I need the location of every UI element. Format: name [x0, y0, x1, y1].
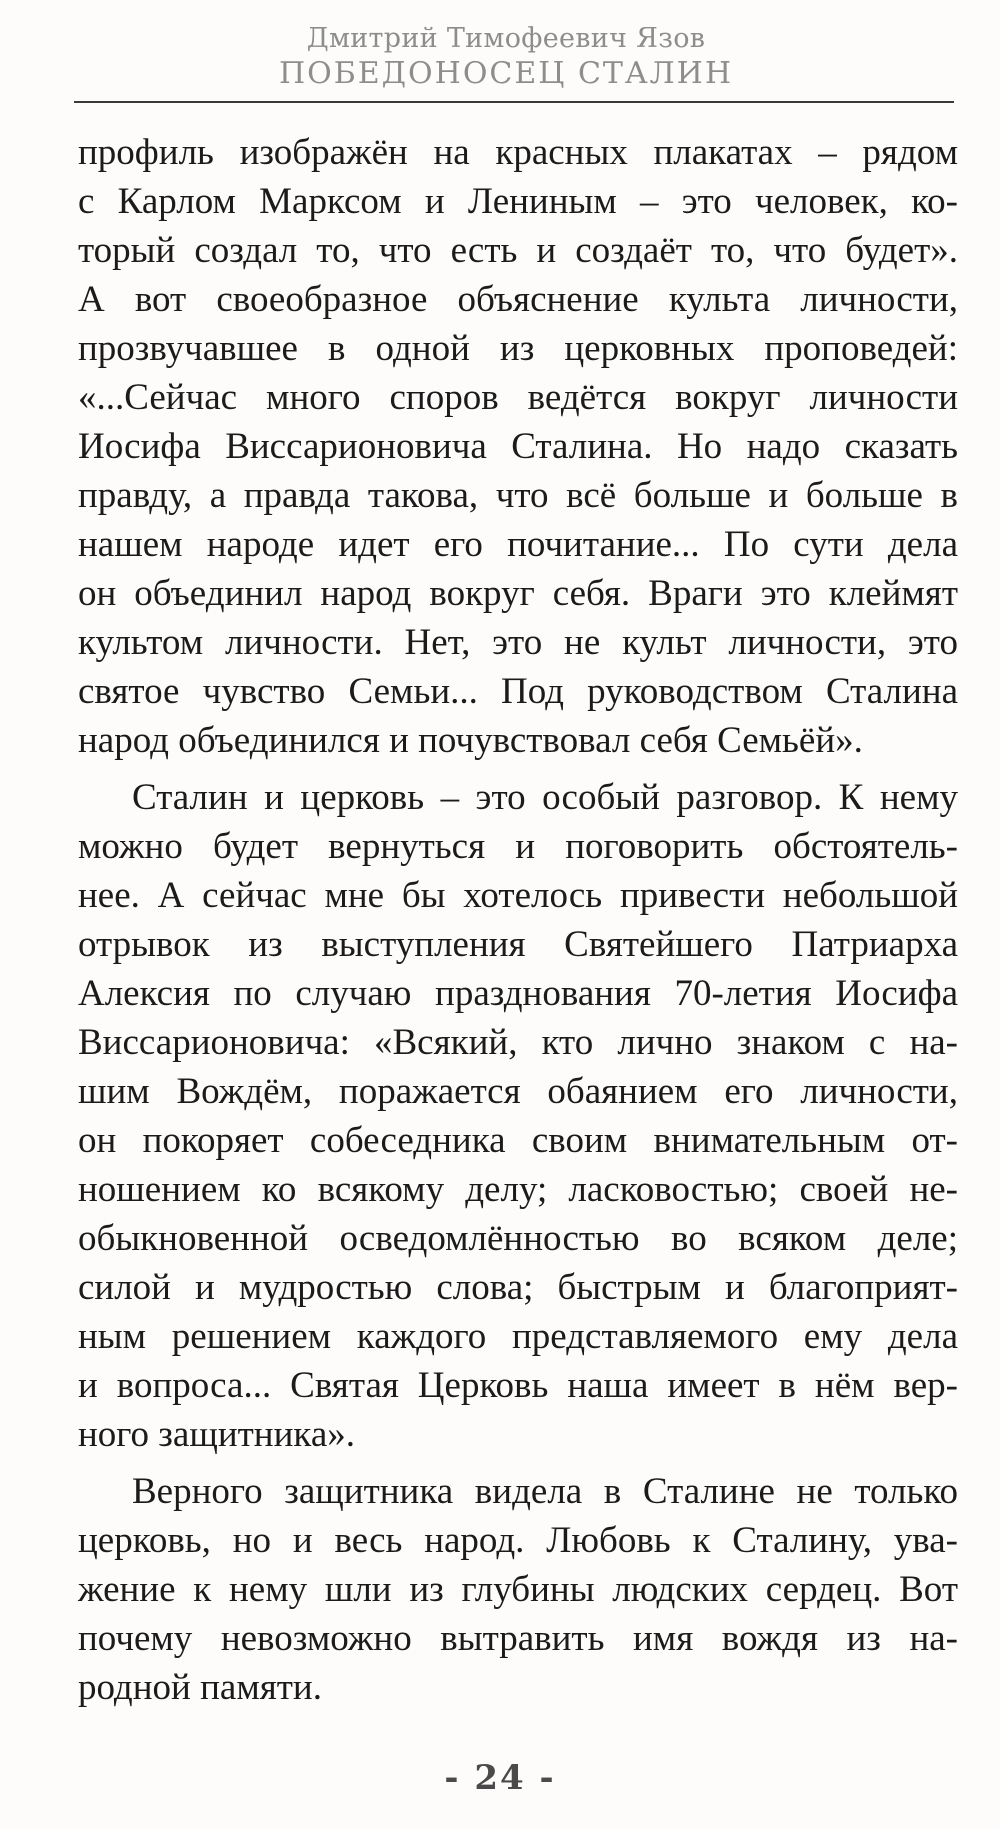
text-line: прозвучавшее в одной из церковных проповедей:	[78, 328, 958, 369]
text-line: и вопроса... Святая Церковь наша имеет в нём вер-	[78, 1365, 958, 1406]
text-line: церковь, но и весь народ. Любовь к Сталину, ува-	[78, 1520, 958, 1561]
text-line: святое чувство Семьи... Под руководством Сталина	[78, 671, 958, 712]
text-line: обыкновенной осведомлённостью во всяком деле;	[78, 1218, 958, 1259]
text-line: правду, а правда такова, что всё больше и больше в	[78, 475, 958, 516]
text-line: Сталин и церковь – это особый разговор. К нему	[132, 777, 958, 818]
text-line: нее. А сейчас мне бы хотелось привести небольшой	[78, 875, 958, 916]
running-head-book-title: ПОБЕДОНОСЕЦ СТАЛИН	[278, 56, 734, 91]
text-line: отрывок из выступления Святейшего Патриарха	[78, 924, 958, 965]
text-line: он покоряет собеседника своим внимательным от-	[78, 1120, 958, 1161]
text-line: шим Вождём, поражается обаянием его личности,	[78, 1071, 958, 1112]
text-line: «...Сейчас много споров ведётся вокруг личности	[78, 377, 958, 418]
text-line: почему невозможно вытравить имя вождя из на-	[78, 1618, 958, 1659]
text-line: торый создал то, что есть и создаёт то, что будет».	[78, 230, 958, 271]
text-line: Иосифа Виссарионовича Сталина. Но надо сказать	[78, 426, 958, 467]
text-line: нашем народе идет его почитание... По сути дела	[78, 524, 958, 565]
paragraph-2	[78, 773, 958, 1459]
text-line: с Карлом Марксом и Лениным – это человек, ко-	[78, 181, 958, 222]
text-line: Виссарионовича: «Всякий, кто лично знаком с на-	[78, 1022, 958, 1063]
text-line: родной памяти.	[78, 1667, 322, 1708]
running-head	[0, 22, 1000, 92]
text-line: ным решением каждого представляемого ему дела	[78, 1316, 958, 1357]
text-line: можно будет вернуться и поговорить обстоятель-	[78, 826, 958, 867]
text-line: он объединил народ вокруг себя. Враги это клеймят	[78, 573, 958, 614]
page-number: - 24 -	[444, 1758, 556, 1798]
paragraph-3	[78, 1467, 958, 1712]
running-head-author: Дмитрий Тимофеевич Язов	[306, 23, 706, 54]
paragraph-gap	[78, 1459, 958, 1467]
text-line: Верного защитника видела в Сталине не только	[132, 1471, 958, 1512]
body-text	[78, 128, 958, 1712]
header-rule	[74, 101, 954, 103]
paragraph-1	[78, 128, 958, 765]
paragraph-gap	[78, 765, 958, 773]
text-line: культом личности. Нет, это не культ личности, это	[78, 622, 958, 663]
text-line: профиль изображён на красных плакатах – рядом	[78, 132, 958, 173]
text-line: жение к нему шли из глубины людских сердец. Вот	[78, 1569, 958, 1610]
text-line: народ объединился и почувствовал себя Семьёй».	[78, 720, 863, 761]
text-line: силой и мудростью слова; быстрым и благоприят-	[78, 1267, 958, 1308]
text-line: А вот своеобразное объяснение культа личности,	[78, 279, 958, 320]
text-line: Алексия по случаю празднования 70-летия Иосифа	[78, 973, 958, 1014]
text-line: ного защитника».	[78, 1414, 355, 1455]
text-line: ношением ко всякому делу; ласковостью; своей не-	[78, 1169, 958, 1210]
